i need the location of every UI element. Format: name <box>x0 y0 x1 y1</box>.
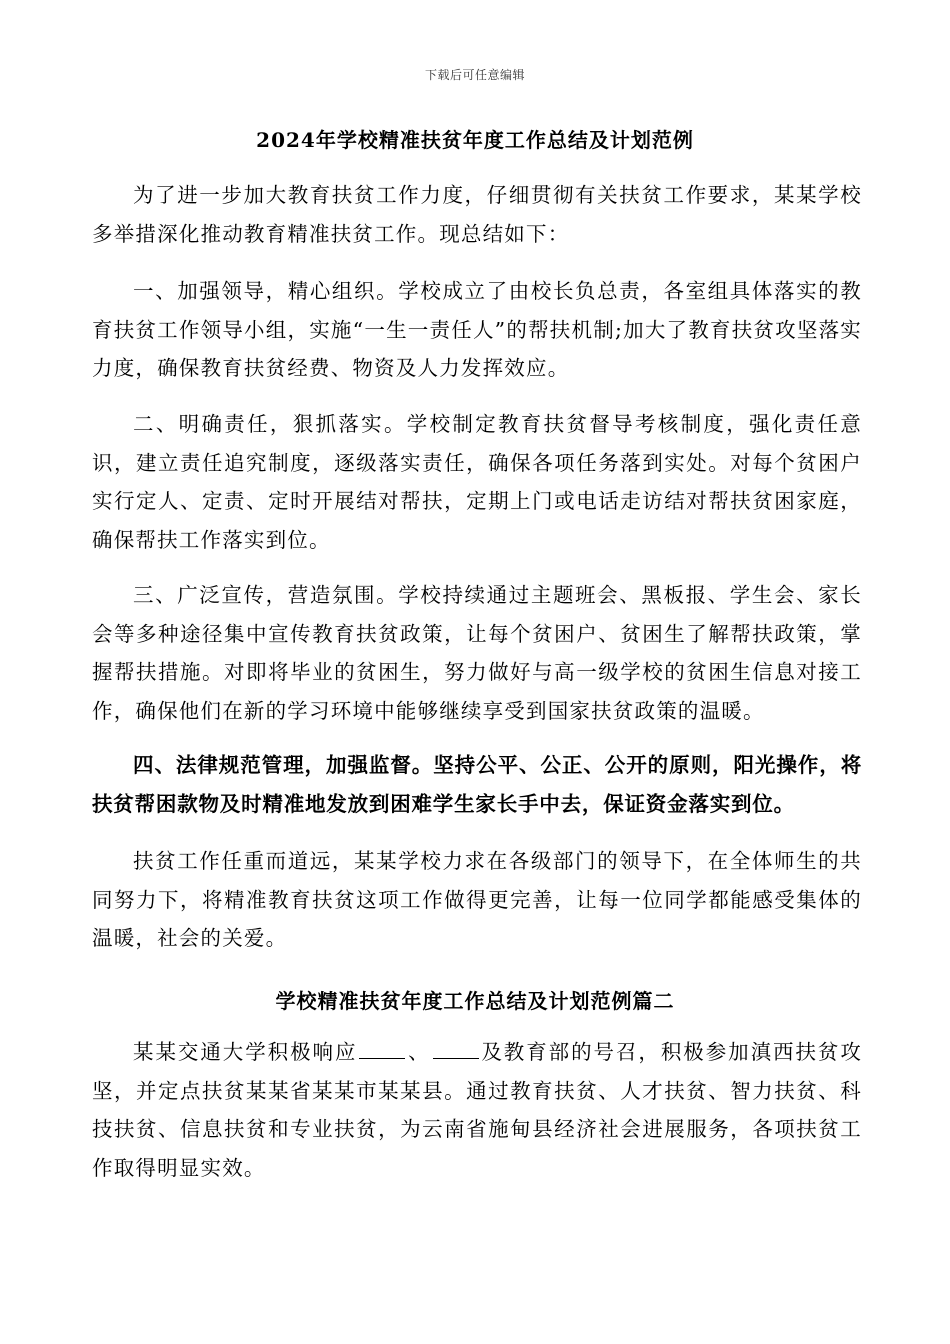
blank-line <box>433 1038 479 1059</box>
document-title: 2024年学校精准扶贫年度工作总结及计划范例 <box>256 128 694 152</box>
section-two-title: 学校精准扶贫年度工作总结及计划范例篇二 <box>275 989 675 1013</box>
header-note: 下载后可任意编辑 <box>424 68 525 82</box>
section-two-separator: 、 <box>407 1040 431 1064</box>
section-two-text-end: 及教育部的号召，积极参加滇西扶贫攻坚，并定点扶贫某某省某某市某某县。通过教育扶贫、人才扶贫、智力扶贫、科技扶贫、信息扶贫和专业扶贫，为云南省施甸县经济社会进展服务，各项扶贫工作取得明显实效。 <box>92 1040 863 1180</box>
paragraph-section-one: 一、加强领导，精心组织。学校成立了由校长负总责，各室组具体落实的教育扶贫工作领导小组，实施“一生一责任人”的帮扶机制;加大了教育扶贫攻坚落实力度，确保教育扶贫经费、物资及人力发挥效应。 <box>92 279 862 380</box>
section-two-text-start: 某某交通大学积极响应 <box>133 1040 358 1064</box>
closing-paragraph: 扶贫工作任重而道远，某某学校力求在各级部门的领导下，在全体师生的共同努力下，将精准教育扶贫这项工作做得更完善，让每一位同学都能感受集体的温暖，社会的关爱。 <box>92 849 862 950</box>
paragraph-section-three: 三、广泛宣传，营造氛围。学校持续通过主题班会、黑板报、学生会、家长会等多种途径集中宣传教育扶贫政策，让每个贫困户、贫困生了解帮扶政策，掌握帮扶措施。对即将毕业的贫困生，努力做好与高一级学校的贫困生信息对接工作，确保他们在新的学习环境中能够继续享受到国家扶贫政策的温暖。 <box>92 583 862 723</box>
paragraph-section-four: 四、法律规范管理，加强监督。坚持公平、公正、公开的原则，阳光操作，将扶贫帮困款物及时精准地发放到困难学生家长手中去，保证资金落实到位。 <box>92 753 862 816</box>
intro-paragraph: 为了进一步加大教育扶贫工作力度，仔细贯彻有关扶贫工作要求，某某学校多举措深化推动教育精准扶贫工作。现总结如下： <box>92 183 862 246</box>
blank-line <box>359 1038 405 1059</box>
section-two-paragraph <box>92 1033 862 1187</box>
paragraph-section-two: 二、明确责任，狠抓落实。学校制定教育扶贫督导考核制度，强化责任意识，建立责任追究制度，逐级落实责任，确保各项任务落到实处。对每个贫困户实行定人、定责、定时开展结对帮扶，定期上门或电话走访结对帮扶贫困家庭，确保帮扶工作落实到位。 <box>92 412 862 552</box>
